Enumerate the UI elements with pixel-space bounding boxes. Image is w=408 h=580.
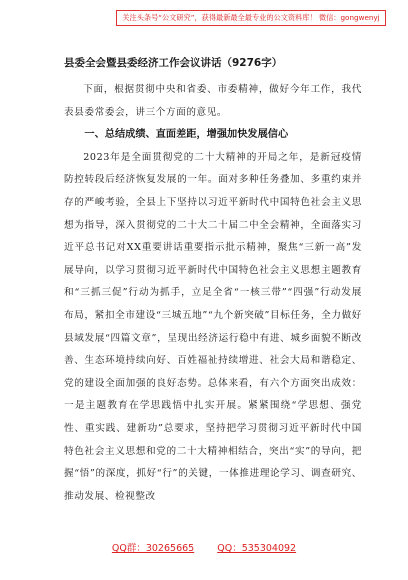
page-footer (0, 540, 408, 554)
promo-banner: 关注头条号“公文研究”，获得最新最全最专业的公文资料库！ 微信：gongwenyj (116, 10, 386, 26)
body-paragraph: 2023年是全面贯彻党的二十大精神的开局之年，是新冠疫情防控转段后经济恢复发展的一年。面对多种任务叠加、多重约束并存的严峻考验，全县上下坚持以习近平新时代中国特色社会主义思想为指导，深入贯彻党的二十大二十届二中全会精神，全面落实习近平总书记对XX重要讲话重要指示批示精神，聚焦“三新一高”发展导向，以学习贯彻习近平新时代中国特色社会主义思想主题教育和“三抓三促”行动为抓手，立足全省“一核三带”“四强”行动发展布局，紧扣全市建设“三城五地”“九个新突破”目标任务，全力做好县域发展“四篇文章”，呈现出经济运行稳中有进、城乡面貌不断改善、生态环境持续向好、百姓福祉持续增进、社会大局和谐稳定、党的建设全面加强的良好态势。总体来看，有六个方面突出成效：一是主题教育在学思践悟中扎实开展。紧紧围绕“学思想、强党性、重实践、建新功”总要求，坚持把学习贯彻习近平新时代中国特色社会主义思想和党的二十大精神相结合，突出“实”的导向，把握“悟”的深度，抓好“行”的关键，一体推进理论学习、调查研究、推动发展、检视整改 (64, 151, 362, 502)
document-content (64, 56, 362, 508)
section-heading-1: 一、总结成绩、直面差距，增强加快发展信心 (84, 129, 289, 141)
qq-contact-label: QQ：535304092 (217, 543, 297, 554)
qq-group-label: QQ群：30265665 (111, 543, 195, 554)
document-title: 县委全会暨县委经济工作会议讲话（9276字） (64, 57, 283, 69)
intro-paragraph: 下面，根据贯彻中央和省委、市委精神，做好今年工作，我代表县委常委会，讲三个方面的意见。 (64, 84, 362, 118)
